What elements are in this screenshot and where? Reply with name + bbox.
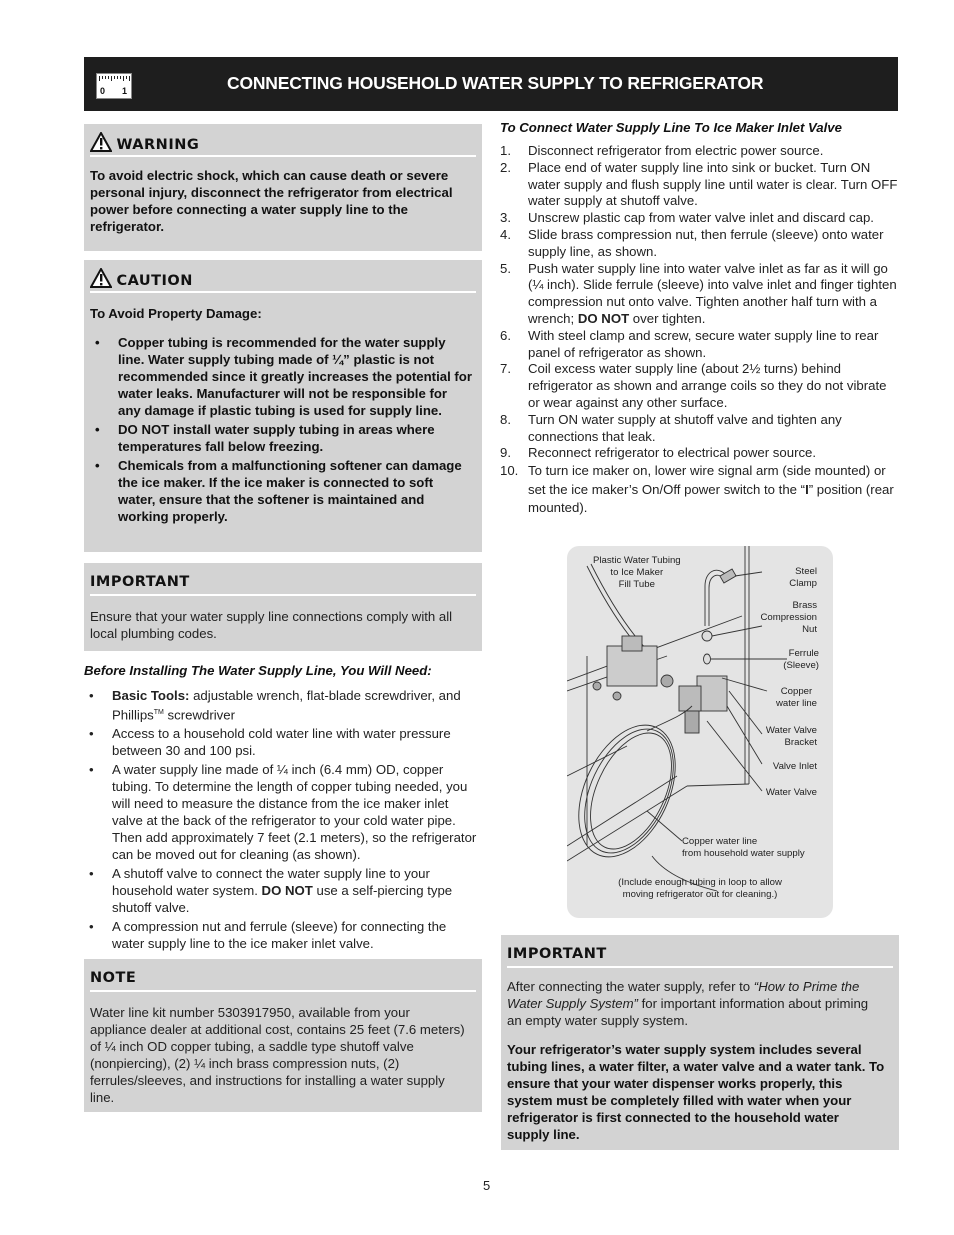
important-text: After connecting the water supply, refer to “How to Prime the Water Supply System” for important information about priming an empty water supply system.	[507, 979, 869, 1028]
caution-intro: To Avoid Property Damage:	[90, 306, 262, 321]
important-title: IMPORTANT	[90, 574, 190, 590]
list-item: • A shutoff valve to connect the water supply line to your household water system. DO NOT use a self-piercing type shutoff valve.	[84, 865, 478, 916]
list-item: • Basic Tools: adjustable wrench, flat-blade screwdriver, and Phillips™ screwdriver	[84, 687, 478, 723]
caution-bullet: • DO NOT install water supply tubing in areas where temperatures fall below freezing.	[90, 421, 472, 455]
before-installing-section	[84, 663, 482, 952]
caution-bullet: • Copper tubing is recommended for the water supply line. Water supply tubing made of ¼” plastic is not recommended since it greatly increases the potential for water leaks. Manufacturer will not be responsible for any damage if plastic tubing is used for supply line.	[90, 334, 472, 419]
label-copper-line: Copper water line	[775, 686, 817, 709]
step-item: 6. With steel clamp and screw, secure water supply line to rear panel of refrigerator as shown.	[500, 327, 879, 360]
step-item: 7. Coil excess water supply line (about 2½ turns) behind refrigerator as shown and arrange coils so they do not vibrate or wear against any other surface.	[500, 361, 887, 410]
caution-triangle-icon	[90, 268, 112, 288]
page-title: CONNECTING HOUSEHOLD WATER SUPPLY TO REFRIGERATOR	[227, 73, 764, 93]
step-item: 3. Unscrew plastic cap from water valve inlet and discard cap.	[500, 210, 874, 226]
label-water-valve: Water Valve	[765, 787, 817, 798]
connect-section	[500, 120, 898, 518]
important-box	[84, 563, 482, 651]
water-valve-diagram	[567, 546, 833, 918]
step-item: 4. Slide brass compression nut, then ferrule (sleeve) onto water supply line, as shown.	[500, 226, 884, 259]
label-ferrule: Ferrule (Sleeve)	[783, 648, 819, 671]
important-title: IMPORTANT	[507, 946, 607, 962]
section-header	[84, 57, 898, 111]
caution-box	[84, 260, 482, 552]
label-brass-nut: Brass Compression Nut	[760, 600, 817, 635]
warning-box	[84, 124, 482, 251]
step-item: 1. Disconnect refrigerator from electric power source.	[500, 143, 824, 158]
caution-title: CAUTION	[116, 273, 193, 289]
important-text: Ensure that your water supply line connections comply with all local plumbing codes.	[90, 609, 453, 641]
requirements-list	[84, 687, 482, 952]
label-loop-note: (Include enough tubing in loop to allow moving refrigerator out for cleaning.)	[618, 877, 782, 900]
label-valve-inlet: Valve Inlet	[772, 761, 817, 772]
warning-triangle-icon	[90, 132, 112, 152]
label-plastic-tubing: Plastic Water Tubing to Ice Maker Fill Tube	[593, 555, 681, 590]
note-box	[84, 959, 482, 1112]
warning-title: WARNING	[116, 137, 200, 153]
note-text: Water line kit number 5303917950, available from your appliance dealer at additional cost, contains 25 feet (7.6 meters) of ¼ inch OD copper tubing, a saddle type shutoff valve (nonpiercing), (2) ¼ inch brass compression nuts, (2) ferrules/sleeves, and instructions for installing a water supply line.	[90, 1005, 465, 1105]
list-item: • A water supply line made of ¼ inch (6.4 mm) OD, copper tubing. To determine the length of copper tubing needed, you will need to measure the distance from the ice maker inlet valve at the back of the refrigerator to your cold water pipe. Then add approximately 7 feet (2.1 meters), so the refrigerator can be moved out for cleaning (as shown).	[84, 761, 478, 863]
caution-bullet: • Chemicals from a malfunctioning softener can damage the ice maker. If the ice maker is connected to soft water, ensure that the softener is maintained and working properly.	[90, 457, 472, 525]
warning-text: To avoid electric shock, which can cause death or severe personal injury, disconnect the refrigerator from electrical power before connecting a water supply line to the refrigerator.	[90, 168, 453, 234]
list-item: • Access to a household cold water line with water pressure between 30 and 100 psi.	[84, 725, 478, 759]
before-heading: Before Installing The Water Supply Line, You Will Need:	[84, 663, 432, 678]
step-item: 10. To turn ice maker on, lower wire signal arm (side mounted) or set the ice maker’s On/Off power switch to the “I” position (rear mounted).	[500, 463, 894, 516]
page-number: 5	[483, 1178, 491, 1193]
caution-list	[90, 334, 476, 525]
label-valve-bracket: Water Valve Bracket	[765, 725, 817, 748]
label-copper-household: Copper water line from household water supply	[682, 836, 805, 859]
note-title: NOTE	[90, 970, 137, 986]
important-box-2	[501, 935, 899, 1150]
connect-heading: To Connect Water Supply Line To Ice Maker Inlet Valve	[500, 120, 842, 135]
ruler-icon: 0 1	[96, 73, 132, 99]
important-bold-text: Your refrigerator’s water supply system includes several tubing lines, a water filter, a water valve and a water tank. To ensure that your water dispenser works properly, this system must be completely filled with water when your refrigerator is first connected to the household water supply line.	[507, 1042, 885, 1142]
step-item: 9. Reconnect refrigerator to electrical power source.	[500, 445, 817, 461]
label-steel-clamp: Steel Clamp	[789, 566, 817, 589]
step-item: 5. Push water supply line into water valve inlet as far as it will go (¼ inch). Slide ferrule (sleeve) into valve inlet and finger tighten compression nut onto valve. Tighten another half turn with a wrench; DO NOT over tighten.	[500, 260, 897, 326]
connect-steps	[500, 143, 898, 518]
list-item: • A compression nut and ferrule (sleeve) for connecting the water supply line to the ice maker inlet valve.	[84, 918, 478, 952]
step-item: 2. Place end of water supply line into sink or bucket. Turn ON water supply and flush supply line until water is clear. Turn OFF water supply at shutoff valve.	[500, 159, 898, 209]
step-item: 8. Turn ON water supply at shutoff valve and tighten any connections that leak.	[500, 411, 842, 444]
